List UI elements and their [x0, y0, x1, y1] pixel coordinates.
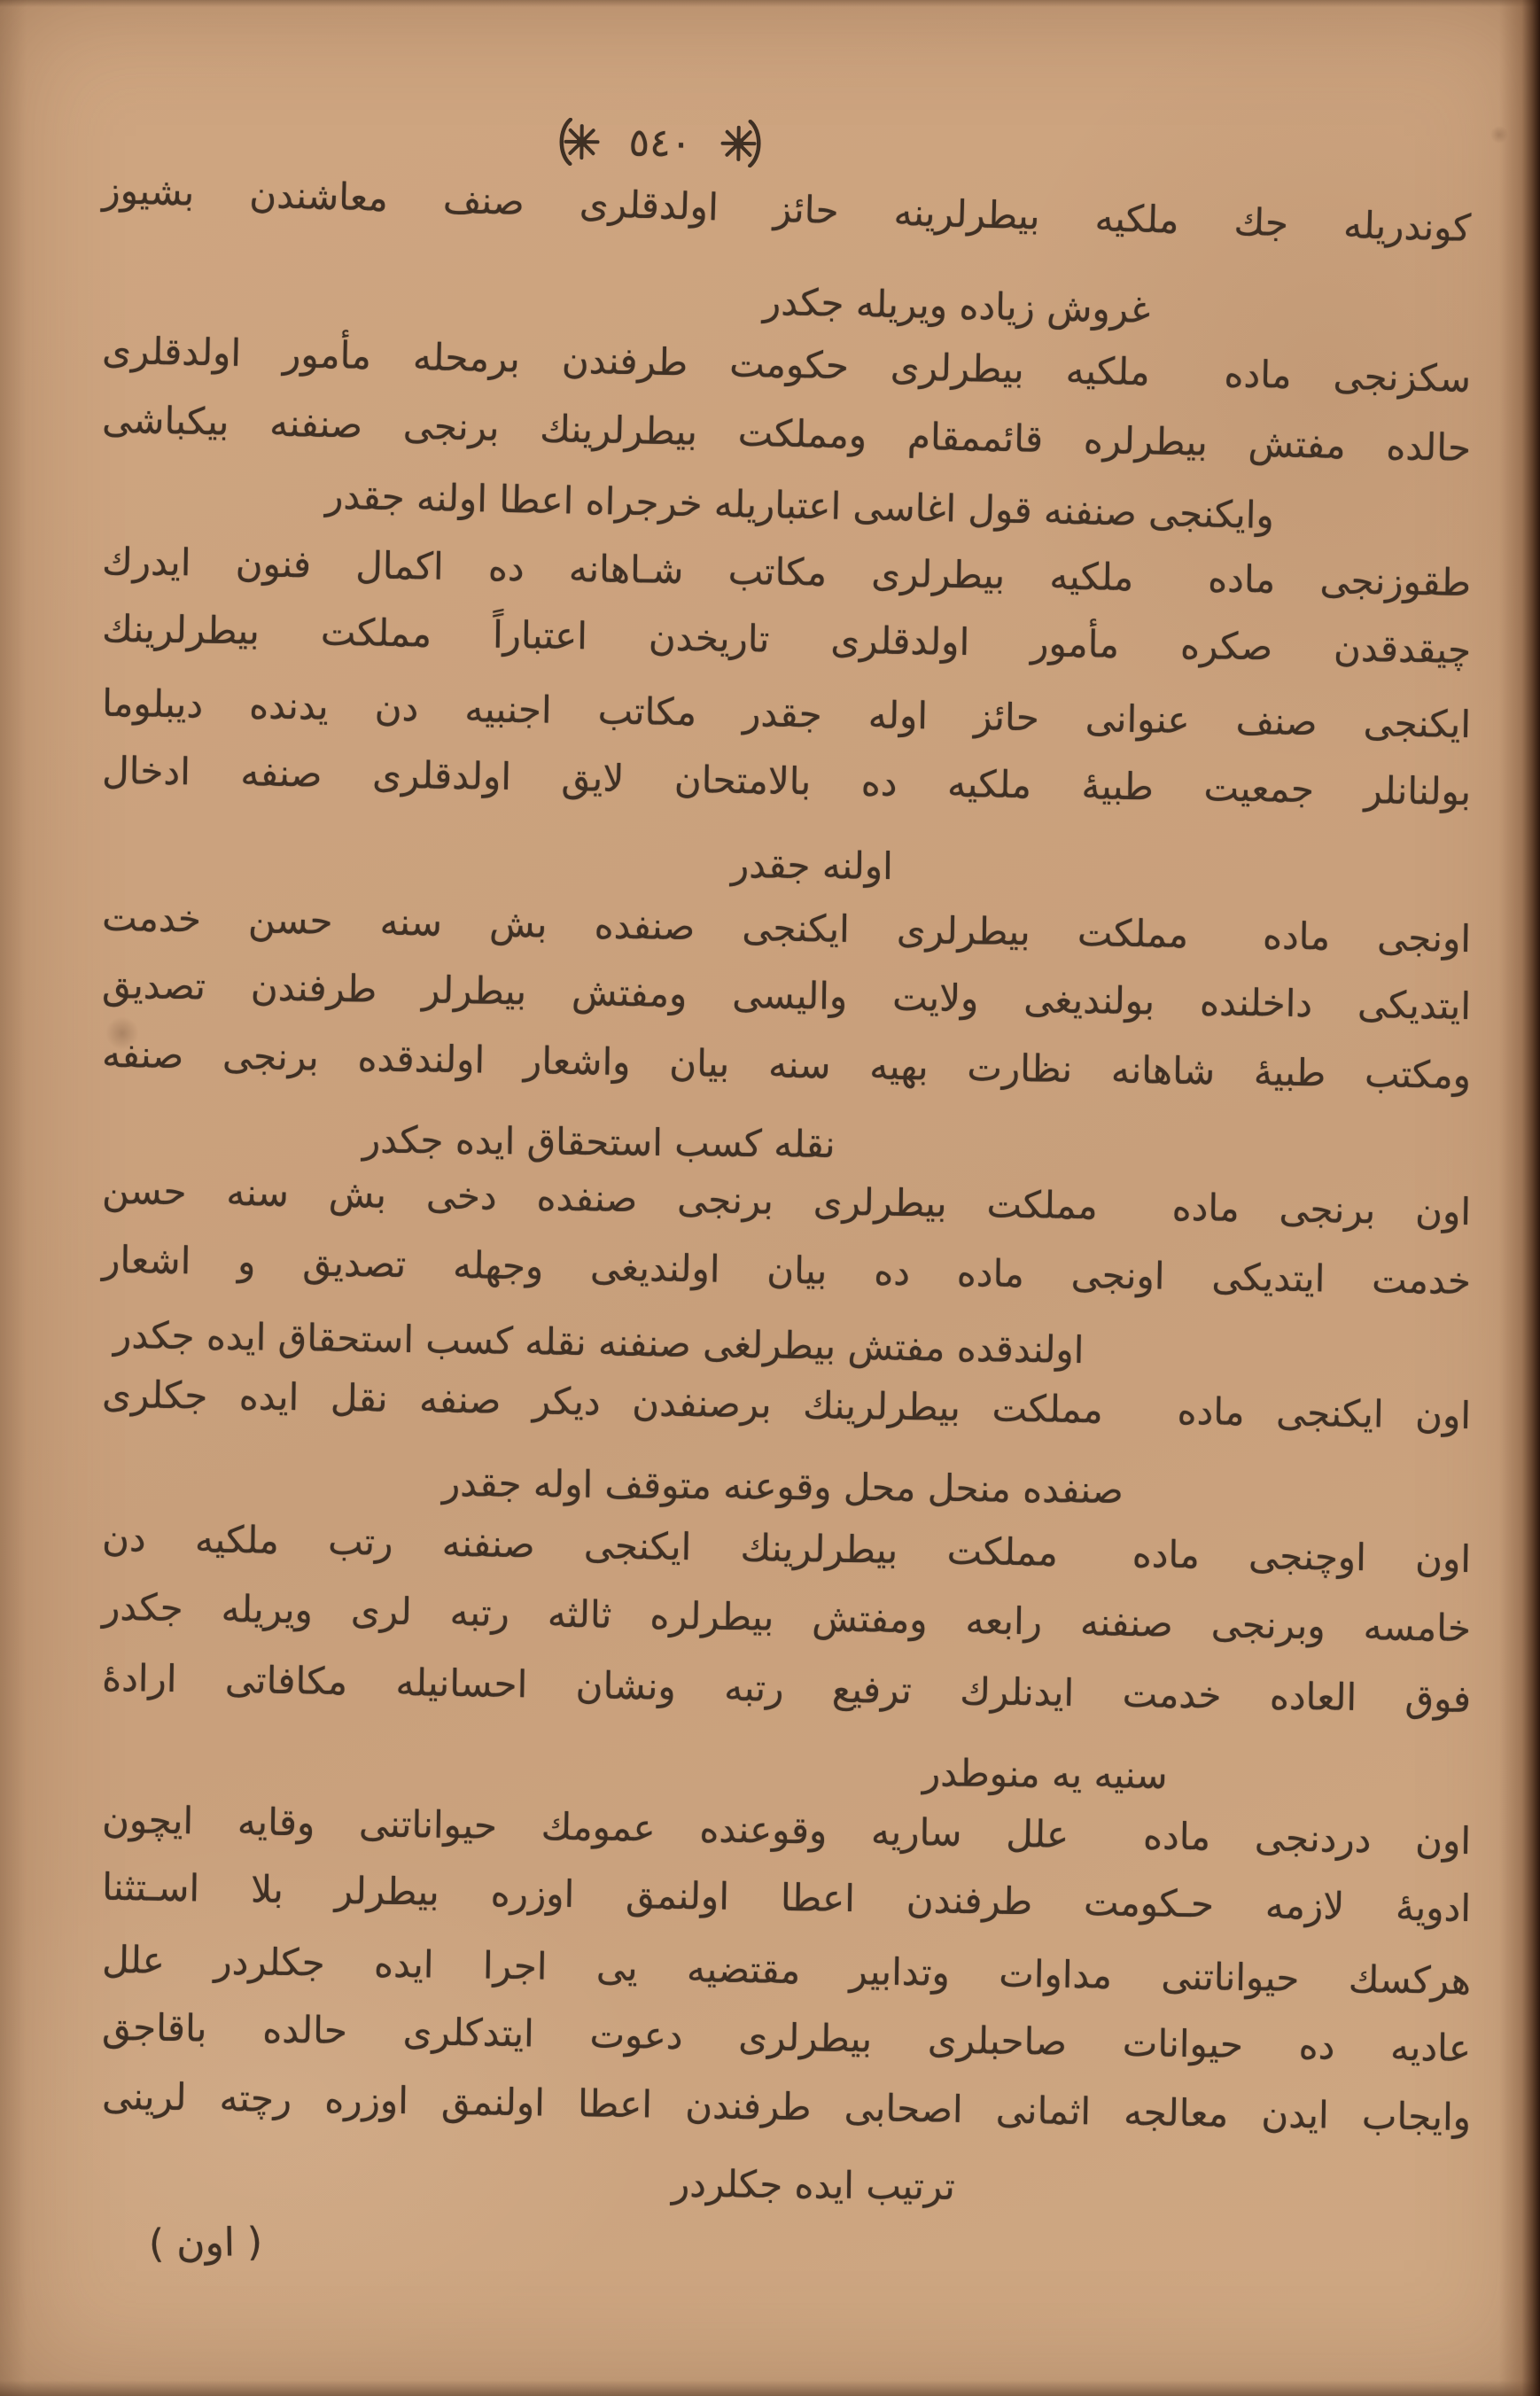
text-line: اون دردنجى ماده علل ساريه وقوعنده عمومك حيواناتنى وقايه ايچون	[101, 1797, 1472, 1863]
text-line: كوندريله جك ملكيه بيطرلرينه حائز اولدقلرى صنف معاشندن بشيوز	[101, 167, 1472, 250]
text-line: اون برنجى ماده مملكت بيطرلرى برنجى صنفده دخى بش سنه حسن	[101, 1168, 1472, 1233]
text-line: وايكنجى صنفنه قول اغاسى اعتباريله خرجراه اعطا اولنه جقدر	[324, 473, 1275, 537]
floral-ornament-right-icon	[557, 118, 606, 167]
text-line: چيقدقدن صكره مأمور اولدقلرى تاريخدن اعتباراً مملكت بيطرلرينك	[101, 606, 1472, 672]
text-line: سنيه يه منوطدر	[922, 1751, 1169, 1797]
text-line: حالده مفتش بيطرلره قائممقام ومملكت بيطرلرينك برنجى صنفنه بيكباشى	[101, 397, 1472, 470]
text-line: ايتديكى داخلنده بولنديغى ولايت واليسى ومفتش بيطرلر طرفندن تصديق	[101, 962, 1472, 1028]
text-line: بولنانلر جمعيت طبيهٔ ملكيه ده بالامتحان لايق اولدقلرى صنفه ادخال	[101, 748, 1472, 813]
scan-edge-left	[0, 0, 27, 2396]
text-line: صنفده منحل محل وقوعنه متوقف اوله جقدر	[442, 1460, 1124, 1512]
text-line: فوق العاده خدمت ايدنلرك ترفيع رتبه ونشان احسانيله مكافاتى ارادهٔ	[101, 1655, 1472, 1721]
catchword: ( اون )	[148, 2219, 263, 2268]
page-header	[557, 118, 762, 167]
text-line: هركسك حيواناتنى مداوات وتدابير مقتضيه يى اجرا ايده جكلردر علل	[101, 1937, 1472, 2003]
text-line: نقله كسب استحقاق ايده جكدر	[362, 1117, 836, 1166]
text-line: سكزنجى ماده ملكيه بيطرلرى حكومت طرفندن برمحله مأمور اولدقلرى	[101, 328, 1472, 401]
scan-edge-right	[1499, 0, 1540, 2396]
scan-edge-top	[0, 0, 1540, 7]
text-line: خامسه وبرنجى صنفنه رابعه ومفتش بيطرلره ثالثه رتبه لرى ويريله جكدر	[101, 1584, 1472, 1650]
text-line: ايكنجى صنف عنوانى حائز اوله جقدر مكاتب اجنبيه دن يدنده ديبلوما	[101, 681, 1472, 746]
text-line: خدمت ايتديكى اونجى ماده ده بيان اولنديغى وجهله تصديق و اشعار	[101, 1237, 1472, 1303]
text-line: وايجاب ايدن معالجه اثمانى اصحابى طرفندن اعطا اولنمق اوزره رچته لرينى	[101, 2073, 1472, 2139]
text-line: اولنه جقدر	[730, 843, 894, 888]
text-line: ترتيب ايده جكلردر	[671, 2161, 956, 2208]
text-line: اونجى ماده مملكت بيطرلرى ايكنجى صنفده بش سنه حسن خدمت	[101, 895, 1472, 961]
text-line: اون ايكنجى ماده مملكت بيطرلرينك برصنفدن ديكر صنفه نقل ايده جكلرى	[101, 1372, 1472, 1437]
text-line: اون اوچنجى ماده مملكت بيطرلرينك ايكنجى صنفنه رتب ملكيه دن	[101, 1515, 1472, 1581]
page-number: ٥٤٠	[628, 120, 692, 166]
scan-edge-bottom	[0, 2380, 1540, 2396]
text-line: ومكتب طبيهٔ شاهانه نظارت بهيه سنه بيان واشعار اولندقده برنجى صنفه	[101, 1031, 1472, 1097]
floral-ornament-left-icon	[714, 120, 763, 168]
text-line: عاديه ده حيوانات صاحبلرى بيطرلرى دعوت ايتدكلرى حالده باقاجق	[101, 2004, 1472, 2070]
text-line: ادويهٔ لازمه حـكومت طرفندن اعطا اولنمق اوزره بيطرلر بلا اسـتثنا	[101, 1864, 1472, 1930]
text-line: غروش زياده ويريله جكدر	[762, 279, 1151, 331]
text-line: اولندقده مفتش بيطرلغى صنفنه نقله كسب استحقاق ايده جكدر	[113, 1312, 1085, 1372]
text-line: طقوزنجى ماده ملكيه بيطرلرى مكاتب شـاهانه ده اكمال فنون ايدرك	[101, 539, 1472, 604]
